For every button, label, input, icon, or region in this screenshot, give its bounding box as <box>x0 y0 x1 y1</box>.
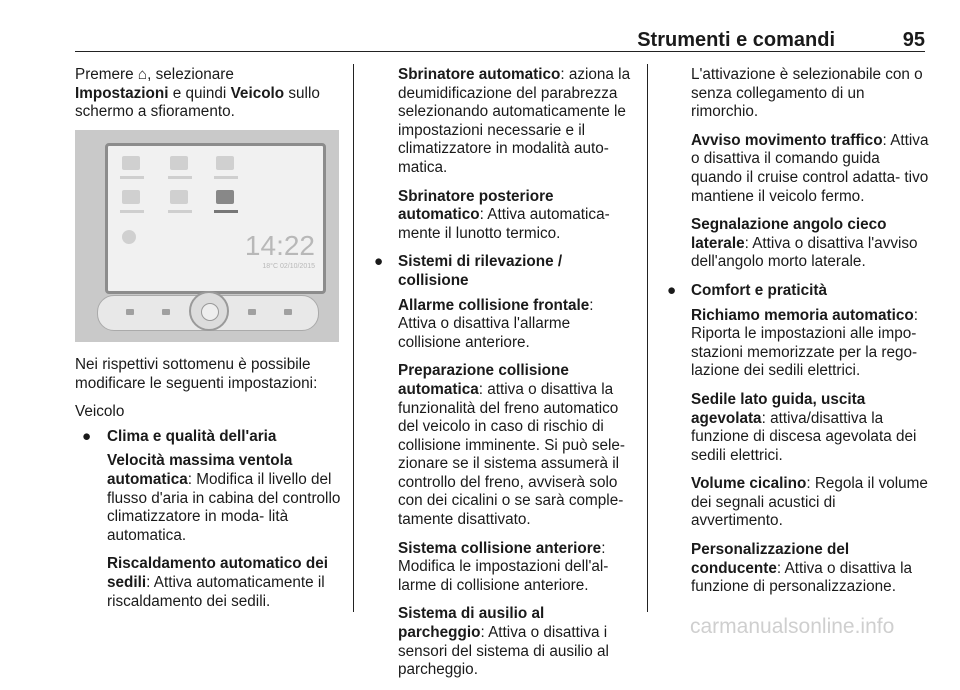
setting-item: Velocità massima ventola automatica: Modifica il livello del flusso d'aria in cabina del controllo climatizzatore in moda- lità automatica. <box>107 452 341 544</box>
setting-item: Preparazione collisione automatica: attiva o disattiva la funzionalità del freno automatico del veicolo in caso di rischio di collisione imminente. Si può sele- zionare se il sistema assumerà il controllo del freno, avviserà solo con dei cicalini o se sarà comple- tamente disattivato. <box>398 362 626 529</box>
app-icon <box>216 156 234 170</box>
app-icon <box>122 156 140 170</box>
setting-item: Richiamo memoria automatico: Riporta le impostazioni alle impo- stazioni memorizzate per la rego- lazione dei sedili elettrici. <box>691 306 918 380</box>
date-readout: 18°C 02/10/2015 <box>262 263 315 270</box>
bullet-heading: ● Sistemi di rilevazione / collisione <box>374 253 563 289</box>
body-paragraph: Nei rispettivi sottomenu è possibile modificare le seguenti impostazioni: <box>75 356 318 392</box>
intro-paragraph: Premere ⌂, selezionare Impostazioni e quindi Veicolo sullo schermo a sfioramento. <box>75 66 320 121</box>
setting-item: Sistema di ausilio al parcheggio: Attiva o disattiva i sensori del sistema di ausilio al parcheggio. <box>398 605 609 679</box>
setting-item: Sbrinatore posteriore automatico: Attiva automatica- mente il lunotto termico. <box>398 187 610 242</box>
setting-item: Segnalazione angolo cieco laterale: Attiva o disattiva l'avviso dell'angolo morto laterale. <box>691 216 918 271</box>
setting-item: Personalizzazione del conducente: Attiva o disattiva la funzione di personalizzazione. <box>691 541 913 596</box>
column-1-lower <box>75 356 345 621</box>
setting-item: Sistema collisione anteriore: Modifica le impostazioni dell'al- larme di collisione anteriore. <box>398 539 609 594</box>
home-icon: ⌂ <box>137 66 148 83</box>
setting-item: Volume cicalino: Regola il volume dei segnali acustici di avvertimento. <box>691 475 928 530</box>
body-paragraph: L'attivazione è selezionabile con o senza collegamento di un rimorchio. <box>691 66 923 121</box>
clock-readout: 14:22 <box>244 230 315 261</box>
volume-knob <box>189 291 229 331</box>
touchscreen-display <box>105 143 326 294</box>
setting-item: Avviso movimento traffico: Attiva o disattiva il comando guida quando il cruise control adatta- tivo mantiene il veicolo fermo. <box>691 131 929 205</box>
page-number: 95 <box>902 29 925 51</box>
settings-icon <box>216 190 234 204</box>
setting-item: Allarme collisione frontale: Attiva o disattiva l'allarme collisione anteriore. <box>398 296 594 351</box>
column-2 <box>374 66 634 690</box>
infotainment-figure <box>75 130 339 342</box>
bullet-heading: ● Clima e qualità dell'aria <box>82 427 277 445</box>
watermark: carmanualsonline.info <box>690 615 895 638</box>
header-rule <box>75 51 925 52</box>
control-button-icon <box>248 309 256 315</box>
column-3 <box>667 66 929 607</box>
section-heading: Veicolo <box>75 403 125 421</box>
column-divider <box>353 64 354 612</box>
phone-button-icon <box>284 309 292 315</box>
control-panel <box>97 295 319 331</box>
page-header-title: Strumenti e comandi <box>637 29 835 51</box>
app-icon <box>122 230 136 244</box>
setting-item: Riscaldamento automatico dei sedili: Attiva automaticamente il riscaldamento dei sedili. <box>107 555 329 610</box>
app-icon <box>170 190 188 204</box>
app-icon <box>170 156 188 170</box>
bullet-heading: ● Comfort e praticità <box>667 281 827 299</box>
control-button-icon <box>162 309 170 315</box>
setting-item: Sbrinatore automatico: aziona la deumidificazione del parabrezza selezionando automaticamente le impostazioni necessarie e il climatizzatore in modalità auto- matica. <box>398 66 631 176</box>
column-1 <box>75 66 345 132</box>
column-divider <box>647 64 648 612</box>
setting-item: Sedile lato guida, uscita agevolata: attiva/disattiva la funzione di discesa agevolata dei sedili elettrici. <box>691 390 917 464</box>
home-button-icon <box>126 309 134 315</box>
app-icon <box>122 190 140 204</box>
